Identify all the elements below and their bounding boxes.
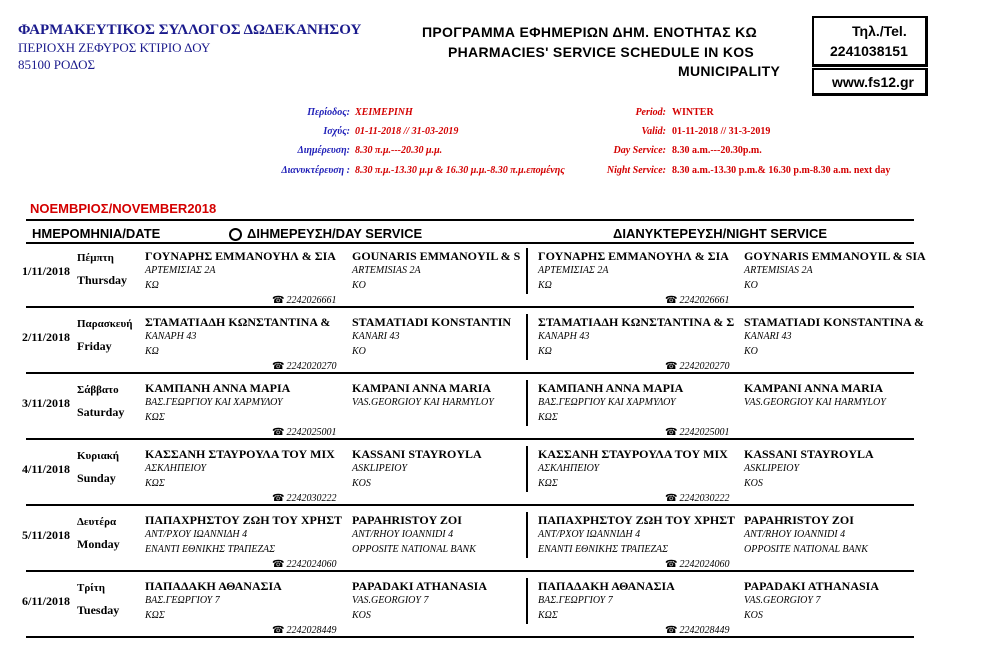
period-en-value: WINTER xyxy=(672,107,714,118)
table-row xyxy=(0,376,1002,442)
pharmacy-phone xyxy=(272,361,336,372)
pharmacy-phone xyxy=(665,295,729,306)
pharmacy-address-english: VAS.GEORGIOY KAI HARMYLOY xyxy=(744,397,886,408)
phone-icon: ☎ xyxy=(665,361,678,372)
pharmacy-phone xyxy=(272,625,336,636)
pharmacy-address-greek: ΒΑΣ.ΓΕΩΡΓΙΟΥ 7 xyxy=(538,595,613,606)
phone-icon: ☎ xyxy=(665,559,678,570)
row-day-greek: Σάββατο xyxy=(77,384,119,396)
pharmacy-address-greek: ΑΣΚΛΗΠΕΙΟΥ xyxy=(145,463,207,474)
pharmacy-city-greek: ΚΩΣ xyxy=(145,478,165,489)
pharmacy-name-greek: ΚΑΜΠΑΝΗ ΑΝΝΑ ΜΑΡΙΑ xyxy=(145,381,291,395)
row-day-english: Monday xyxy=(77,537,120,551)
pharmacy-city-greek: ΚΩΣ xyxy=(145,412,165,423)
pharmacy-address-english: VAS.GEORGIOY KAI HARMYLOY xyxy=(352,397,494,408)
row-day-english: Saturday xyxy=(77,405,125,419)
phone-number: 2242030222 xyxy=(679,493,730,504)
schedule-title-english: PHARMACIES' SERVICE SCHEDULE IN KOS xyxy=(448,44,755,60)
table-top-rule xyxy=(26,219,914,221)
website-box xyxy=(812,68,928,96)
pharmacy-name-greek: ΣΤΑΜΑΤΙΑΔΗ ΚΩΝΣΤΑΝΤΙΝΑ & xyxy=(145,315,331,329)
table-row xyxy=(0,442,1002,508)
pharmacy-name-greek: ΚΑΜΠΑΝΗ ΑΝΝΑ ΜΑΡΙΑ xyxy=(538,381,684,395)
pharmacy-city-greek: ΚΩ xyxy=(538,346,552,357)
column-divider xyxy=(526,380,528,426)
period-gr-value: ΧΕΙΜΕΡΙΝΗ xyxy=(355,107,413,118)
pharmacy-name-greek: ΚΑΣΣΑΝΗ ΣΤΑΥΡΟΥΛΑ ΤΟΥ ΜΙΧ xyxy=(538,447,728,461)
pharmacy-phone xyxy=(272,295,336,306)
table-row xyxy=(0,244,1002,310)
column-divider xyxy=(526,446,528,492)
pharmacy-name-english: KAMPANI ANNA MARIA xyxy=(352,381,492,395)
pharmacy-city-greek: ΕΝΑΝΤΙ ΕΘΝΙΚΗΣ ΤΡΑΠΕΖΑΣ xyxy=(145,544,276,555)
period-gr-label: Διανυκτέρευση : xyxy=(281,165,350,176)
period-gr-label: Ισχύς: xyxy=(323,126,350,137)
row-divider xyxy=(26,306,914,308)
pharmacy-name-greek: ΠΑΠΑΧΡΗΣΤΟΥ ΖΩΗ ΤΟΥ ΧΡΗΣΤ xyxy=(145,513,343,527)
row-divider xyxy=(26,372,914,374)
pharmacy-name-greek: ΠΑΠΑΔΑΚΗ ΑΘΑΝΑΣΙΑ xyxy=(538,579,675,593)
website-link[interactable]: www.fs12.gr xyxy=(832,74,914,90)
period-gr-label: Διημέρευση: xyxy=(297,145,350,156)
pharmacy-name-greek: ΓΟΥΝΑΡΗΣ ΕΜΜΑΝΟΥΗΛ & ΣΙΑ xyxy=(538,249,729,263)
pharmacy-phone xyxy=(665,625,729,636)
period-en-label: Period: xyxy=(635,107,666,118)
pharmacy-city-greek: ΚΩ xyxy=(145,280,159,291)
column-divider xyxy=(526,578,528,624)
pharmacy-address-greek: ΒΑΣ.ΓΕΩΡΓΙΟΥ ΚΑΙ ΧΑΡΜΥΛΟΥ xyxy=(145,397,283,408)
pharmacy-city-greek: ΕΝΑΝΤΙ ΕΘΝΙΚΗΣ ΤΡΑΠΕΖΑΣ xyxy=(538,544,669,555)
pharmacy-city-greek: ΚΩΣ xyxy=(538,610,558,621)
pharmacy-city-english: KOS xyxy=(744,610,763,621)
pharmacy-city-greek: ΚΩΣ xyxy=(538,478,558,489)
period-gr-label: Περίοδος: xyxy=(307,107,350,118)
pharmacy-address-english: ANT/RHOY IOANNIDI 4 xyxy=(352,529,454,540)
row-day-english: Tuesday xyxy=(77,603,120,617)
phone-icon: ☎ xyxy=(272,493,285,504)
pharmacy-phone xyxy=(272,427,336,438)
column-divider xyxy=(526,248,528,294)
pharmacy-city-english: KOS xyxy=(352,610,371,621)
phone-number: 2242028449 xyxy=(679,625,730,636)
row-day-greek: Τρίτη xyxy=(77,582,105,594)
pharmacy-name-greek: ΚΑΣΣΑΝΗ ΣΤΑΥΡΟΥΛΑ ΤΟΥ ΜΙΧ xyxy=(145,447,335,461)
phone-number: 2242025001 xyxy=(679,427,730,438)
pharmacy-name-english: PAPADAKI ATHANASIA xyxy=(744,579,880,593)
organization-address: ΠΕΡΙΟΧΗ ΖΕΦΥΡΟΣ ΚΤΙΡΙΟ ΔΟΥ xyxy=(18,40,211,55)
period-en-label: Valid: xyxy=(641,126,666,137)
row-divider xyxy=(26,570,914,572)
table-row xyxy=(0,310,1002,376)
phone-number: 2242020270 xyxy=(286,361,337,372)
row-date: 3/11/2018 xyxy=(22,396,71,410)
pharmacy-city-greek: ΚΩΣ xyxy=(145,610,165,621)
pharmacy-phone xyxy=(665,427,729,438)
pharmacy-address-greek: ΑΝΤ/ΡΧΟΥ ΙΩΑΝΝΙΔΗ 4 xyxy=(538,529,641,540)
phone-number: 2242026661 xyxy=(286,295,337,306)
month-title: ΝΟΕΜΒΡΙΟΣ/NOVEMBER2018 xyxy=(30,201,217,216)
pharmacy-city-english: KO xyxy=(744,280,758,291)
pharmacy-address-english: ANT/RHOY IOANNIDI 4 xyxy=(744,529,846,540)
row-date: 1/11/2018 xyxy=(22,264,71,278)
column-header-night-service: ΔΙΑΝΥΚΤΕΡΕΥΣΗ/NIGHT SERVICE xyxy=(613,226,828,241)
organization-name: ΦΑΡΜΑΚΕΥΤΙΚΟΣ ΣΥΛΛΟΓΟΣ ΔΩΔΕΚΑΝΗΣΟΥ xyxy=(18,22,362,38)
pharmacy-phone xyxy=(272,559,336,570)
pharmacy-city-english: OPPOSITE NATIONAL BANK xyxy=(744,544,868,555)
row-day-greek: Πέμπτη xyxy=(77,252,114,264)
pharmacy-name-english: GOUNARIS EMMANOYIL & S xyxy=(352,249,521,263)
pharmacy-name-english: GOYNARIS EMMANOYIL & SIA xyxy=(744,249,926,263)
pharmacy-address-greek: ΑΣΚΛΗΠΕΙΟΥ xyxy=(538,463,600,474)
pharmacy-name-english: STAMATIADI KONSTANTINA & xyxy=(744,315,925,329)
pharmacy-name-english: KASSANI STAYROYLA xyxy=(352,447,482,461)
pharmacy-name-english: PAPAHRISTOY ZOI xyxy=(352,513,462,527)
telephone-box xyxy=(812,16,928,67)
period-en-value: 01-11-2018 // 31-3-2019 xyxy=(672,126,771,137)
phone-number: 2242026661 xyxy=(679,295,730,306)
phone-number: 2242030222 xyxy=(286,493,337,504)
period-en-value: 8.30 a.m.---20.30p.m. xyxy=(672,145,762,156)
pharmacy-name-greek: ΣΤΑΜΑΤΙΑΔΗ ΚΩΝΣΤΑΝΤΙΝΑ & Σ xyxy=(538,315,735,329)
phone-icon: ☎ xyxy=(665,625,678,636)
row-divider xyxy=(26,438,914,440)
telephone-label: Τηλ./Tel. xyxy=(852,23,907,39)
row-date: 6/11/2018 xyxy=(22,594,71,608)
phone-number: 2242024060 xyxy=(679,559,730,570)
pharmacy-address-greek: ΚΑΝΑΡΗ 43 xyxy=(538,331,590,342)
phone-number: 2242028449 xyxy=(286,625,337,636)
column-divider xyxy=(526,314,528,360)
pharmacy-address-english: ASKLIPEIOY xyxy=(744,463,799,474)
row-day-english: Sunday xyxy=(77,471,116,485)
pharmacy-address-english: ASKLIPEIOY xyxy=(352,463,407,474)
pharmacy-address-greek: ΒΑΣ.ΓΕΩΡΓΙΟΥ ΚΑΙ ΧΑΡΜΥΛΟΥ xyxy=(538,397,676,408)
phone-icon: ☎ xyxy=(665,493,678,504)
pharmacy-city-english: KOS xyxy=(352,478,371,489)
phone-icon: ☎ xyxy=(665,295,678,306)
pharmacy-address-english: ARTEMISIAS 2A xyxy=(744,265,813,276)
pharmacy-address-english: ARTEMISIAS 2A xyxy=(352,265,421,276)
pharmacy-name-english: PAPADAKI ATHANASIA xyxy=(352,579,488,593)
row-day-english: Thursday xyxy=(77,273,128,287)
phone-number: 2242020270 xyxy=(679,361,730,372)
row-date: 4/11/2018 xyxy=(22,462,71,476)
phone-icon: ☎ xyxy=(272,625,285,636)
column-divider xyxy=(526,512,528,558)
pharmacy-name-greek: ΠΑΠΑΔΑΚΗ ΑΘΑΝΑΣΙΑ xyxy=(145,579,282,593)
period-gr-value: 8.30 π.μ.---20.30 μ.μ. xyxy=(355,145,443,156)
pharmacy-phone xyxy=(665,493,729,504)
pharmacy-phone xyxy=(272,493,336,504)
table-row xyxy=(0,508,1002,574)
pharmacy-address-greek: ΑΡΤΕΜΙΣΙΑΣ 2Α xyxy=(145,265,216,276)
pharmacy-address-greek: ΑΡΤΕΜΙΣΙΑΣ 2Α xyxy=(538,265,609,276)
row-day-english: Friday xyxy=(77,339,112,353)
row-day-greek: Δευτέρα xyxy=(77,516,117,528)
pharmacy-city-english: KO xyxy=(352,280,366,291)
pharmacy-city-greek: ΚΩΣ xyxy=(538,412,558,423)
pharmacy-city-english: KO xyxy=(744,346,758,357)
period-gr-value: 8.30 π.μ.-13.30 μ.μ & 16.30 μ.μ.-8.30 π.μ.επομένης xyxy=(355,165,565,176)
row-divider xyxy=(26,504,914,506)
pharmacy-address-english: KANARI 43 xyxy=(352,331,400,342)
pharmacy-name-english: KAMPANI ANNA MARIA xyxy=(744,381,884,395)
circle-icon xyxy=(229,228,242,241)
column-header-date: ΗΜΕΡΟΜΗΝΙΑ/DATE xyxy=(32,226,161,241)
schedule-title-english-cont: MUNICIPALITY xyxy=(678,63,781,79)
pharmacy-city-greek: ΚΩ xyxy=(145,346,159,357)
phone-icon: ☎ xyxy=(272,559,285,570)
row-divider xyxy=(26,636,914,638)
schedule-title-greek: ΠΡΟΓΡΑΜΜΑ ΕΦΗΜΕΡΙΩΝ ΔΗΜ. ΕΝΟΤΗΤΑΣ ΚΩ xyxy=(422,24,758,40)
pharmacy-address-english: KANARI 43 xyxy=(744,331,792,342)
pharmacy-name-english: PAPAHRISTOY ZOI xyxy=(744,513,854,527)
pharmacy-phone xyxy=(665,361,729,372)
column-header-day-service: ΔΙΗΜΕΡΕΥΣΗ/DAY SERVICE xyxy=(247,226,423,241)
row-date: 2/11/2018 xyxy=(22,330,71,344)
phone-number: 2242025001 xyxy=(286,427,337,438)
phone-number: 2242024060 xyxy=(286,559,337,570)
pharmacy-city-greek: ΚΩ xyxy=(538,280,552,291)
pharmacy-name-greek: ΓΟΥΝΑΡΗΣ ΕΜΜΑΝΟΥΗΛ & ΣΙΑ xyxy=(145,249,336,263)
pharmacy-name-greek: ΠΑΠΑΧΡΗΣΤΟΥ ΖΩΗ ΤΟΥ ΧΡΗΣΤ xyxy=(538,513,736,527)
phone-icon: ☎ xyxy=(272,361,285,372)
pharmacy-city-english: KOS xyxy=(744,478,763,489)
pharmacy-address-english: VAS.GEORGIOY 7 xyxy=(744,595,821,606)
telephone-number: 2241038151 xyxy=(830,43,908,59)
period-en-label: Day Service: xyxy=(613,145,666,156)
period-en-value: 8.30 a.m.-13.30 p.m.& 16.30 p.m-8.30 a.m. next day xyxy=(672,165,891,176)
pharmacy-address-greek: ΒΑΣ.ΓΕΩΡΓΙΟΥ 7 xyxy=(145,595,220,606)
organization-city: 85100 ΡΟΔΟΣ xyxy=(18,57,96,72)
pharmacy-city-english: KO xyxy=(352,346,366,357)
pharmacy-phone xyxy=(665,559,729,570)
phone-icon: ☎ xyxy=(272,427,285,438)
pharmacy-address-greek: ΑΝΤ/ΡΧΟΥ ΙΩΑΝΝΙΔΗ 4 xyxy=(145,529,248,540)
phone-icon: ☎ xyxy=(665,427,678,438)
pharmacy-city-english: OPPOSITE NATIONAL BANK xyxy=(352,544,476,555)
phone-icon: ☎ xyxy=(272,295,285,306)
pharmacy-address-english: VAS.GEORGIOY 7 xyxy=(352,595,429,606)
pharmacy-name-english: KASSANI STAYROYLA xyxy=(744,447,874,461)
row-day-greek: Παρασκευή xyxy=(77,318,133,330)
row-day-greek: Κυριακή xyxy=(77,450,120,462)
table-row xyxy=(0,574,1002,640)
period-en-label: Night Service: xyxy=(606,165,666,176)
pharmacy-address-greek: ΚΑΝΑΡΗ 43 xyxy=(145,331,197,342)
period-gr-value: 01-11-2018 // 31-03-2019 xyxy=(355,126,459,137)
pharmacy-name-english: STAMATIADI KONSTANTIN xyxy=(352,315,512,329)
row-date: 5/11/2018 xyxy=(22,528,71,542)
